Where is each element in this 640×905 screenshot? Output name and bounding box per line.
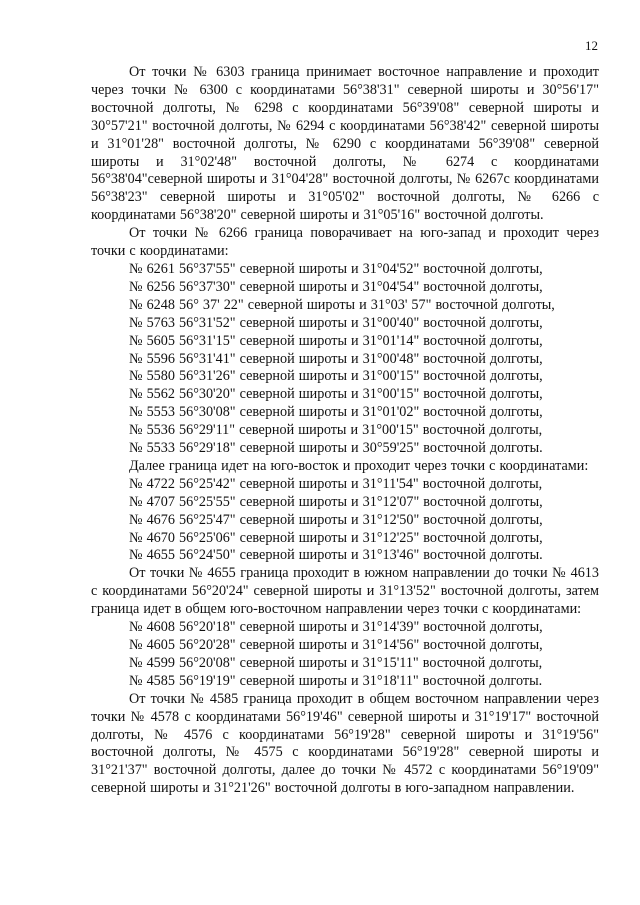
document-body — [91, 64, 599, 798]
coordinate-line: № 4655 56°24'50" северной широты и 31°13'46" восточной долготы. — [129, 547, 543, 564]
coordinate-line: № 5605 56°31'15" северной широты и 31°01'14" восточной долготы, — [129, 332, 543, 349]
paragraph-boundary-final: От точки № 4585 граница проходит в общем восточном направлении через точки № 4578 с координатами 56°19'46" северной широты и 31°19'17" восточной долготы, № 4576 с координатами 56°19'28" северной широты и 31°19'56" восточной долготы, № 4575 с координатами 56°19'28" северной широты и 31°21'37" восточной долготы, далее до точки № 4572 с координатами 56°19'09" северной широты и 31°21'26" восточной долготы в юго-западном направлении. — [91, 690, 599, 797]
paragraph-boundary-south: От точки № 4655 граница проходит в южном направлении до точки № 4613 с координатами 56°20'24" северной широты и 31°13'52" восточной долготы, затем граница идет в общем юго-восточном направлении через точки с координатами: — [91, 565, 599, 618]
coordinate-line: № 4722 56°25'42" северной широты и 31°11'54" восточной долготы, — [129, 475, 543, 492]
coordinate-line: № 4670 56°25'06" северной широты и 31°12'25" восточной долготы, — [129, 529, 543, 546]
page-number: 12 — [585, 38, 598, 53]
coordinate-line: № 5553 56°30'08" северной широты и 31°01'02" восточной долготы, — [129, 404, 543, 421]
coordinate-line: № 5533 56°29'18" северной широты и 30°59'25" восточной долготы. — [129, 440, 543, 457]
coordinates-list-southeast — [91, 476, 599, 566]
coordinates-list-southwest — [91, 261, 599, 458]
paragraph-boundary-southwest: От точки № 6266 граница поворачивает на юго-запад и проходит через точки с координатами: — [91, 225, 599, 260]
coordinate-line: № 6248 56° 37' 22" северной широты и 31°03' 57" восточной долготы, — [129, 296, 555, 313]
coordinate-line: № 4605 56°20'28" северной широты и 31°14'56" восточной долготы, — [129, 637, 543, 653]
coordinate-line: № 4707 56°25'55" северной широты и 31°12'07" восточной долготы, — [129, 493, 543, 510]
coordinate-line: № 6256 56°37'30" северной широты и 31°04'54" восточной долготы, — [129, 278, 543, 295]
coordinate-line: № 5536 56°29'11" северной широты и 31°00'15" восточной долготы, — [129, 422, 543, 439]
coordinate-line: № 4585 56°19'19" северной широты и 31°18'11" восточной долготы. — [129, 672, 543, 689]
coordinate-line: № 4676 56°25'47" северной широты и 31°12'50" восточной долготы, — [129, 511, 543, 528]
coordinate-line: № 5596 56°31'41" северной широты и 31°00'48" восточной долготы, — [129, 350, 543, 367]
coordinate-line: № 5580 56°31'26" северной широты и 31°00'15" восточной долготы, — [129, 368, 543, 385]
coordinates-list-south — [91, 619, 599, 691]
paragraph-boundary-east: От точки № 6303 граница принимает восточное направление и проходит через точки № 6300 с координатами 56°38'31" северной широты и 30°56'17" восточной долготы, № 6298 с координатами 56°39'08" северной широты и 30°57'21" восточной долготы, № 6294 с координатами 56°38'42" северной широты и 31°01'28" восточной долготы, № 6290 с координатами 56°39'08" северной широты и 31°02'48" восточной долготы, № 6274 с координатами 56°38'04"северной широты и 31°04'28" восточной долготы, № 6267с координатами 56°38'23" северной широты и 31°05'02" восточной долготы, № 6266 с координатами 56°38'20" северной широты и 31°05'16" восточной долготы. — [91, 64, 599, 224]
coordinate-line: № 4608 56°20'18" северной широты и 31°14'39" восточной долготы, — [129, 619, 543, 636]
coordinate-line: № 6261 56°37'55" северной широты и 31°04'52" восточной долготы, — [129, 260, 543, 277]
coordinate-line: № 5763 56°31'52" северной широты и 31°00'40" восточной долготы, — [129, 314, 543, 331]
paragraph-boundary-southeast: Далее граница идет на юго-восток и проходит через точки с координатами: — [129, 457, 589, 474]
coordinate-line: № 5562 56°30'20" северной широты и 31°00'15" восточной долготы, — [129, 386, 543, 403]
coordinate-line: № 4599 56°20'08" северной широты и 31°15'11" восточной долготы, — [129, 654, 543, 671]
